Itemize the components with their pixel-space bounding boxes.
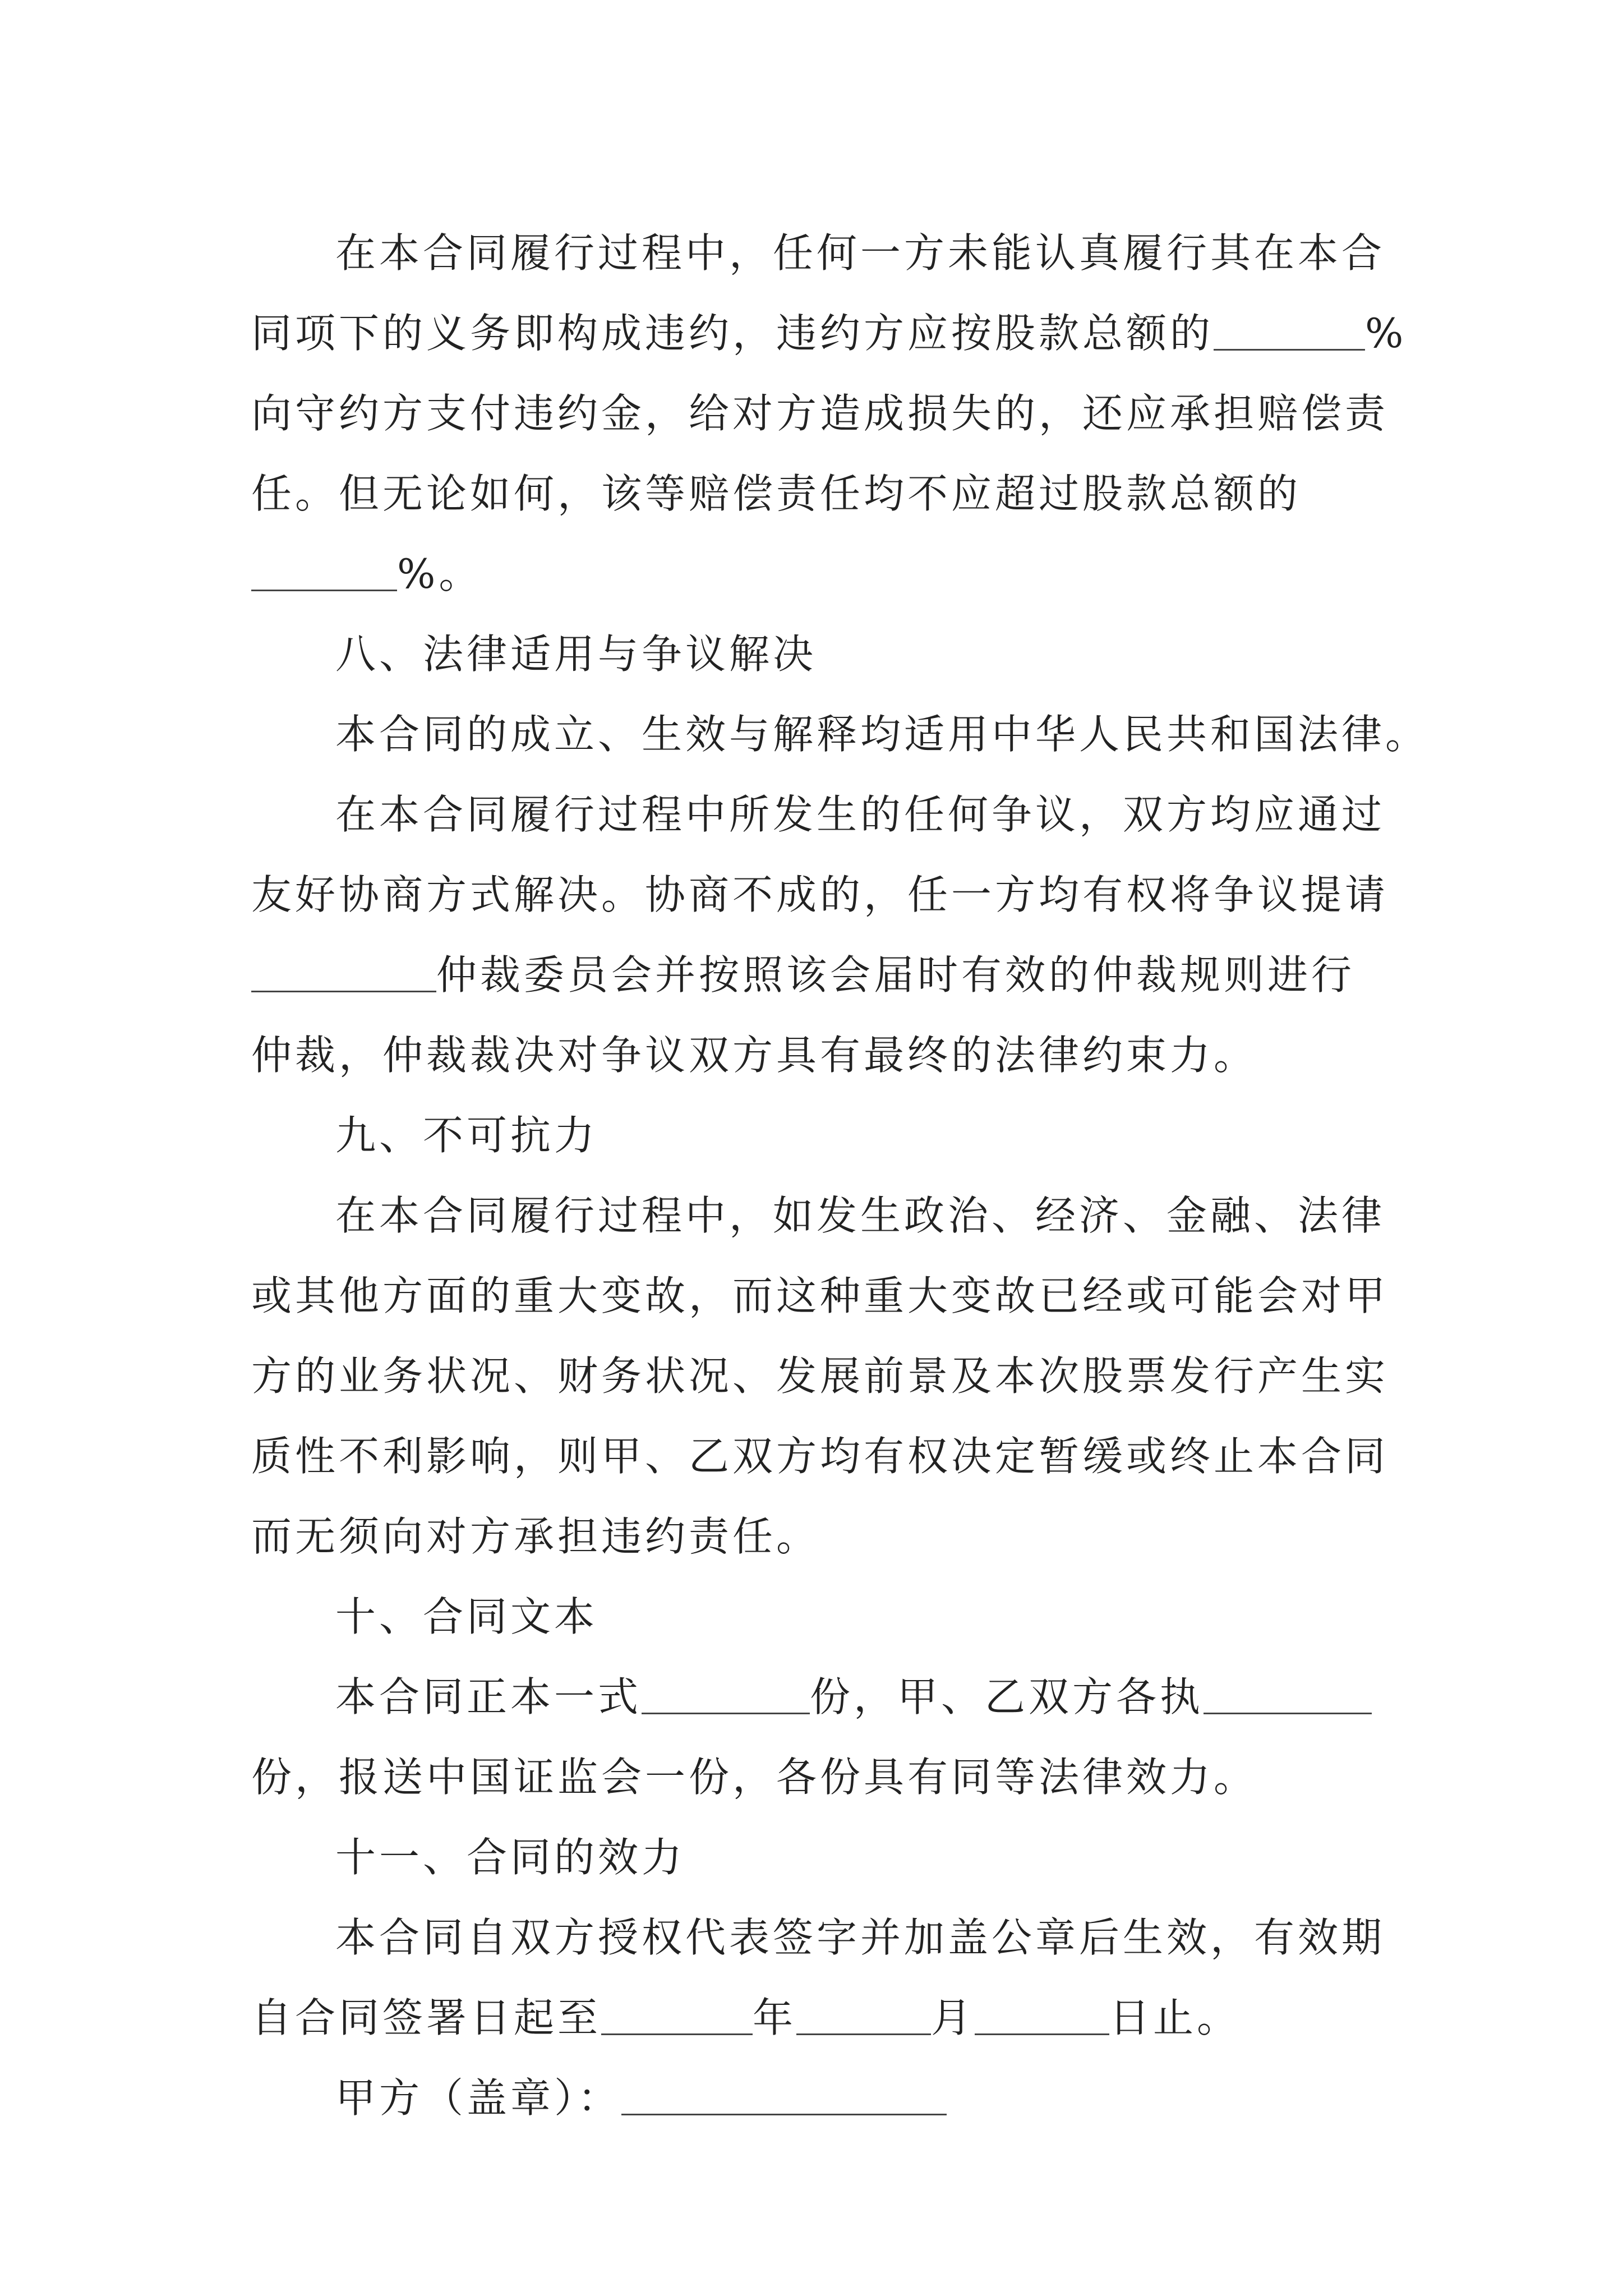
copies-each-blank bbox=[1204, 1679, 1372, 1714]
section-11-heading bbox=[251, 1818, 1384, 1898]
text: 仲裁，仲裁裁决对争议双方具有最终的法律约束力。 bbox=[251, 1032, 1258, 1079]
breach-paragraph-line-3 bbox=[251, 374, 1389, 454]
text: 同项下的义务即构成违约，违约方应按股款总额的 bbox=[251, 310, 1214, 357]
text: 份，报送中国证监会一份，各份具有同等法律效力。 bbox=[251, 1754, 1258, 1801]
text: 而无须向对方承担违约责任。 bbox=[251, 1513, 820, 1560]
text: 十、合同文本 bbox=[335, 1593, 598, 1640]
text: %。 bbox=[397, 550, 483, 597]
party-a-seal-line bbox=[251, 2058, 1384, 2138]
text: 方的业务状况、财务状况、发展前景及本次股票发行产生实 bbox=[251, 1352, 1389, 1400]
text: 在本合同履行过程中所发生的任何争议，双方均应通过 bbox=[335, 791, 1386, 838]
section-8-paragraph-2-line-3 bbox=[251, 935, 1384, 1015]
text: 本合同自双方授权代表签字并加盖公章后生效，有效期 bbox=[335, 1914, 1386, 1961]
month-blank bbox=[796, 2000, 931, 2035]
text: 十一、合同的效力 bbox=[335, 1834, 686, 1881]
section-8-paragraph-2-line-4 bbox=[251, 1015, 1384, 1096]
section-9-line-4 bbox=[251, 1416, 1389, 1497]
text: 自合同签署日起至 bbox=[251, 1994, 602, 2041]
copies-total-blank bbox=[642, 1679, 810, 1714]
text: 九、不可抗力 bbox=[335, 1112, 598, 1159]
section-10-heading bbox=[251, 1577, 1384, 1657]
party-a-seal-blank bbox=[621, 2080, 947, 2115]
text: 在本合同履行过程中，如发生政治、经济、金融、法律 bbox=[335, 1192, 1386, 1239]
text: 年 bbox=[753, 1994, 797, 2041]
text: % bbox=[1365, 310, 1407, 357]
section-8-paragraph-2-line-1 bbox=[251, 775, 1384, 855]
text: 任。但无论如何，该等赔偿责任均不应超过股款总额的 bbox=[251, 470, 1302, 517]
text: 月 bbox=[931, 1994, 975, 2041]
text: 向守约方支付违约金，给对方造成损失的，还应承担赔偿责 bbox=[251, 390, 1389, 437]
breach-paragraph-line-4 bbox=[251, 454, 1384, 534]
breach-paragraph-line-2 bbox=[251, 293, 1407, 374]
text: 日止。 bbox=[1109, 1994, 1241, 2041]
section-8-paragraph-1 bbox=[251, 694, 1430, 775]
section-10-line-1 bbox=[251, 1657, 1384, 1737]
text: 本合同的成立、生效与解释均适用中华人民共和国法律。 bbox=[335, 711, 1430, 758]
breach-paragraph-line-1 bbox=[251, 213, 1384, 293]
breach-paragraph-line-5 bbox=[251, 534, 1384, 614]
section-10-line-2 bbox=[251, 1737, 1384, 1818]
section-9-line-2 bbox=[251, 1256, 1389, 1336]
section-11-line-1 bbox=[251, 1898, 1384, 1978]
text: 本合同正本一式 bbox=[335, 1673, 642, 1720]
section-8-paragraph-2-line-2 bbox=[251, 855, 1389, 935]
day-blank bbox=[975, 2000, 1109, 2035]
section-8-heading bbox=[251, 614, 1384, 694]
party-a-label: 甲方（盖章）： bbox=[335, 2074, 622, 2122]
text: 友好协商方式解决。协商不成的，任一方均有权将争议提请 bbox=[251, 871, 1389, 918]
section-9-line-1 bbox=[251, 1176, 1384, 1256]
section-9-heading bbox=[251, 1096, 1384, 1176]
section-9-line-3 bbox=[251, 1336, 1389, 1416]
document-page bbox=[251, 213, 1430, 2138]
penalty-percent-blank bbox=[1214, 315, 1365, 351]
text: 份，甲、乙双方各执 bbox=[810, 1673, 1204, 1720]
text: 质性不利影响，则甲、乙双方均有权决定暂缓或终止本合同 bbox=[251, 1433, 1389, 1480]
section-9-line-5 bbox=[251, 1497, 1384, 1577]
text: 在本合同履行过程中，任何一方未能认真履行其在本合 bbox=[335, 229, 1386, 277]
cap-percent-blank bbox=[251, 556, 397, 591]
text: 或其他方面的重大变故，而这种重大变故已经或可能会对甲 bbox=[251, 1272, 1389, 1319]
text: 仲裁委员会并按照该会届时有效的仲裁规则进行 bbox=[436, 951, 1355, 999]
arbitration-commission-blank bbox=[251, 957, 436, 992]
year-blank bbox=[601, 2000, 753, 2035]
text: 八、法律适用与争议解决 bbox=[335, 631, 817, 678]
section-11-line-2 bbox=[251, 1978, 1384, 2058]
